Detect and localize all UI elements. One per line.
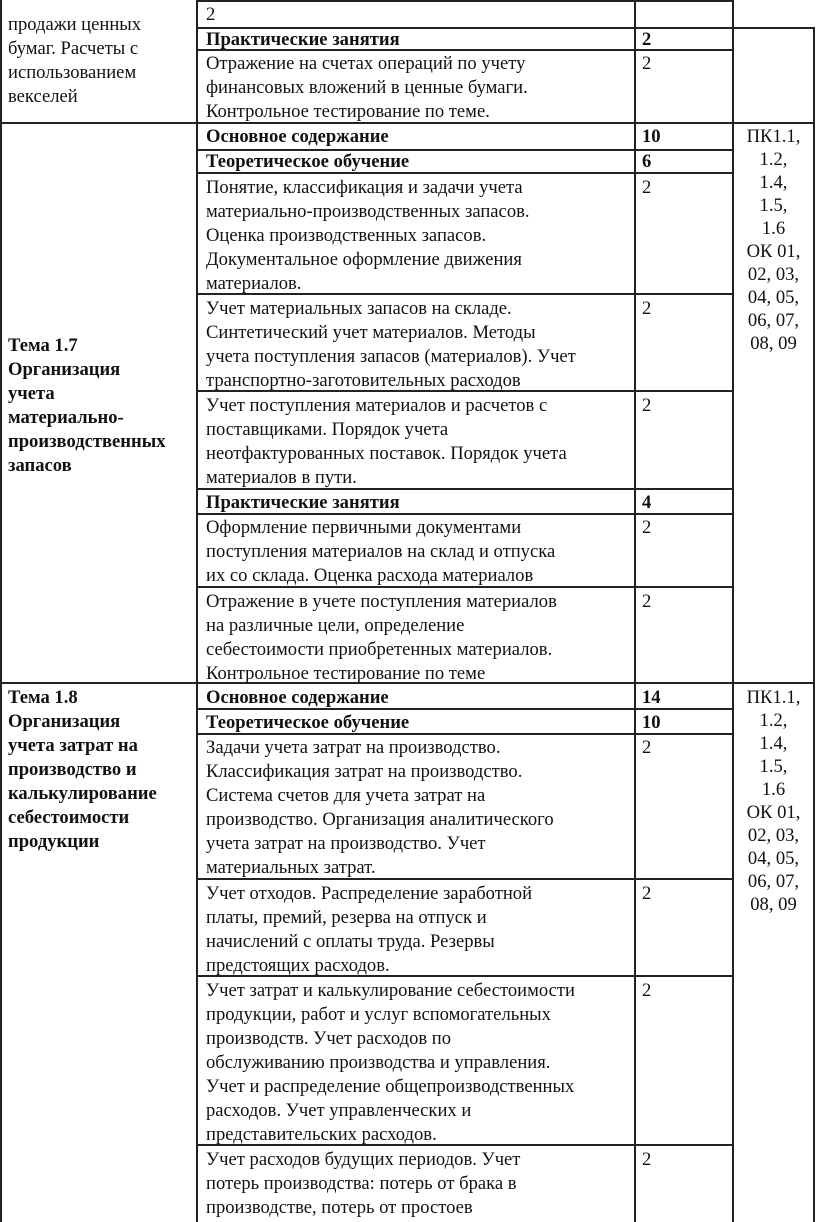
item-text-line: Контрольное тестирование по теме. (206, 101, 490, 122)
item-text-line: Оформление первичными документами (206, 517, 522, 538)
competency-line: ОК 01, (746, 241, 801, 262)
item-hours: 2 (642, 883, 652, 904)
item-text-line: Документальное оформление движения (206, 249, 522, 270)
competency-line: ПК1.1, (746, 126, 801, 147)
item-hours: 2 (642, 980, 652, 1001)
item-text-line: Учет расходов будущих периодов. Учет (206, 1149, 521, 1170)
item-text-line: продукции, работ и услуг вспомогательных (206, 1004, 551, 1025)
item-text-line: Учет поступления материалов и расчетов с (206, 395, 548, 416)
practice-label: Практические занятия (206, 492, 400, 513)
item-text-line: Учет отходов. Распределение заработной (206, 883, 533, 904)
item-hours: 2 (642, 1149, 652, 1170)
item-text-line: начислений с оплаты труда. Резервы (206, 931, 495, 952)
competency-line: ОК 01, (746, 802, 801, 823)
item-text-line: Учет материальных запасов на складе. (206, 298, 512, 319)
item-text-line: учета поступления запасов (материалов). Учет (206, 346, 576, 367)
table-border-col2 (634, 0, 636, 1222)
item-text-line: Задачи учета затрат на производство. (206, 737, 501, 758)
item-text-line: учета затрат на производство. Учет (206, 833, 486, 854)
practice-hours: 2 (642, 29, 652, 50)
item-text-line: транспортно-заготовительных расходов (206, 370, 521, 391)
main-content-hours: 14 (642, 687, 661, 708)
item-text-line: производство. Организация аналитического (206, 809, 554, 830)
item-text-line: Контрольное тестирование по теме (206, 663, 486, 684)
item-hours: 2 (642, 395, 652, 416)
table-border-right (813, 28, 815, 1222)
competency-line: 04, 05, (747, 848, 800, 869)
topic-title-line: материально- (8, 407, 124, 428)
item-text-line: на различные цели, определение (206, 615, 465, 636)
theory-hours: 10 (642, 712, 661, 733)
practice-label: Практические занятия (206, 29, 400, 50)
competency-line: 06, 07, (747, 871, 800, 892)
main-content-label: Основное содержание (206, 687, 389, 708)
item-text-line: обслуживанию производства и управления. (206, 1052, 551, 1073)
competency-line: 1.5, (759, 756, 788, 777)
topic-title-line: продажи ценных (8, 14, 142, 35)
competency-line: 1.6 (761, 779, 786, 800)
table-border-left (0, 0, 2, 1222)
topic-title-line: Организация (8, 359, 121, 380)
item-text-line: Оценка производственных запасов. (206, 225, 487, 246)
item-text-line: потерь производства: потерь от брака в (206, 1173, 517, 1194)
item-text-line: материально-производственных запасов. (206, 201, 530, 222)
topic-title-line: запасов (8, 455, 72, 476)
theory-label: Теоретическое обучение (206, 712, 410, 733)
item-text-line: предстоящих расходов. (206, 955, 390, 976)
competency-line: 1.4, (759, 172, 788, 193)
item-hours: 2 (642, 177, 652, 198)
item-text-line: производств. Учет расходов по (206, 1028, 452, 1049)
item-hours: 2 (642, 737, 652, 758)
topic-title-line: калькулирование (8, 783, 157, 804)
item-text-line: финансовых вложений в ценные бумаги. (206, 77, 528, 98)
topic-title-line: бумаг. Расчеты с (8, 38, 139, 59)
topic-title-line: Тема 1.8 (8, 687, 78, 708)
item-hours: 2 (642, 591, 652, 612)
competency-line: 1.5, (759, 195, 788, 216)
item-text-line: Отражение на счетах операций по учету (206, 53, 526, 74)
item-text-line: себестоимости приобретенных материалов. (206, 639, 553, 660)
topic-title-line: использованием (8, 62, 137, 83)
competency-line: 1.6 (761, 218, 786, 239)
topic-title-line: Тема 1.7 (8, 335, 78, 356)
competency-line: ПК1.1, (746, 687, 801, 708)
item-text-line: материальных затрат. (206, 857, 376, 878)
item-text-line: представительских расходов. (206, 1124, 437, 1145)
item-hours: 2 (642, 517, 652, 538)
topic-title-line: учета затрат на (8, 735, 138, 756)
competency-line: 1.4, (759, 733, 788, 754)
item-text-line: материалов в пути. (206, 467, 357, 488)
item-text-line: материалов. (206, 273, 302, 294)
competency-line: 1.2, (759, 710, 788, 731)
competency-line: 02, 03, (747, 264, 800, 285)
theory-hours: 6 (642, 151, 652, 172)
item-text-line: Система счетов для учета затрат на (206, 785, 486, 806)
topic-title-line: учета (8, 383, 55, 404)
competency-line: 04, 05, (747, 287, 800, 308)
competency-line: 1.2, (759, 149, 788, 170)
hours-fragment: 2 (206, 4, 216, 25)
item-text-line: Учет затрат и калькулирование себестоимости (206, 980, 575, 1001)
competency-line: 08, 09 (750, 333, 797, 354)
item-text-line: их со склада. Оценка расхода материалов (206, 565, 534, 586)
item-text-line: неотфактурованных поставок. Порядок учета (206, 443, 567, 464)
item-text-line: производстве, потерь от простоев (206, 1197, 473, 1218)
item-text-line: Учет и распределение общепроизводственных (206, 1076, 575, 1097)
topic-title-line: производственных (8, 431, 166, 452)
topic-title-line: векселей (8, 86, 78, 107)
topic-title-line: продукции (8, 831, 100, 852)
table-border-col1 (196, 0, 198, 1222)
topic-title-line: производство и (8, 759, 137, 780)
practice-hours: 4 (642, 492, 652, 513)
row-line (196, 0, 734, 2)
competency-line: 02, 03, (747, 825, 800, 846)
main-content-label: Основное содержание (206, 126, 389, 147)
item-text-line: поставщиками. Порядок учета (206, 419, 449, 440)
item-hours: 2 (642, 53, 652, 74)
topic-title-line: себестоимости (8, 807, 130, 828)
theory-label: Теоретическое обучение (206, 151, 410, 172)
item-text-line: платы, премий, резерва на отпуск и (206, 907, 487, 928)
item-text-line: Понятие, классификация и задачи учета (206, 177, 523, 198)
competency-line: 06, 07, (747, 310, 800, 331)
topic-title-line: Организация (8, 711, 121, 732)
item-text-line: расходов. Учет управленческих и (206, 1100, 472, 1121)
competency-line: 08, 09 (750, 894, 797, 915)
item-hours: 2 (642, 298, 652, 319)
item-text-line: поступления материалов на склад и отпуска (206, 541, 556, 562)
main-content-hours: 10 (642, 126, 661, 147)
item-text-line: Отражение в учете поступления материалов (206, 591, 557, 612)
item-text-line: Классификация затрат на производство. (206, 761, 523, 782)
item-text-line: Синтетический учет материалов. Методы (206, 322, 536, 343)
